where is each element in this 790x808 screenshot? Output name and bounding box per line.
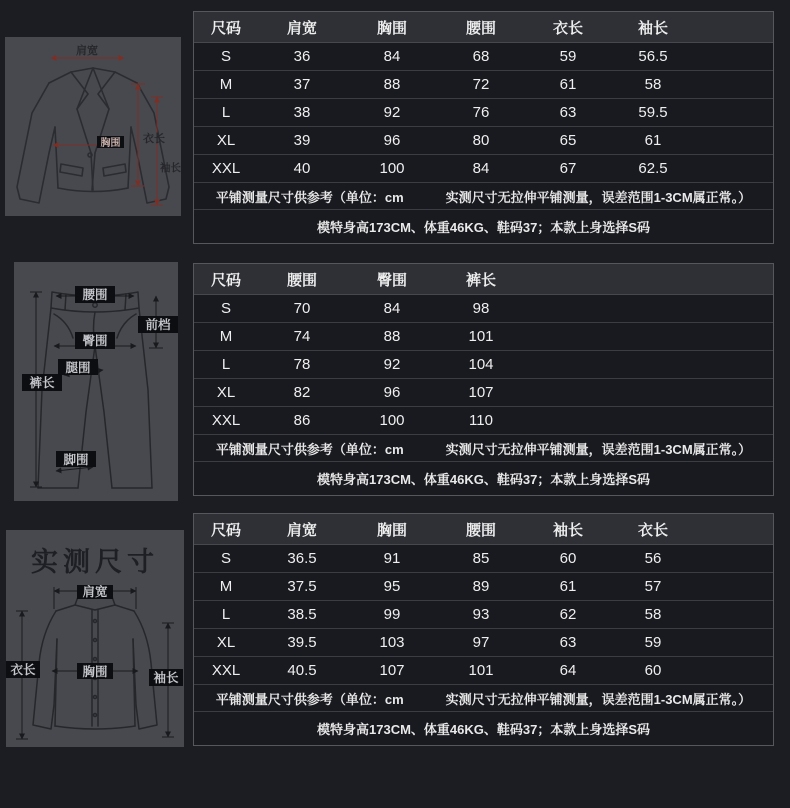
measure-note-left: 平铺测量尺寸供参考（单位：cm <box>215 691 404 707</box>
value-cell: 84 <box>472 160 490 177</box>
value-cell: 59 <box>559 48 577 65</box>
size-cell: XXL <box>211 662 241 679</box>
value-cell: 40 <box>293 160 311 177</box>
size-cell: S <box>220 300 231 317</box>
value-cell: 36.5 <box>287 550 317 567</box>
value-cell: 107 <box>468 384 494 401</box>
table-row <box>194 379 773 407</box>
leg-opening-label: 脚围 <box>63 453 89 467</box>
value-cell: 58 <box>644 76 662 93</box>
size-cell: L <box>221 356 231 373</box>
shirt-bust-label: 胸围 <box>82 665 108 679</box>
size-cell: S <box>220 48 231 65</box>
table-row <box>194 657 773 685</box>
value-cell: 40.5 <box>287 662 317 679</box>
value-cell: 62.5 <box>638 160 668 177</box>
shirt-diagram <box>6 530 184 747</box>
table-row <box>194 127 773 155</box>
value-cell: 63 <box>559 634 577 651</box>
value-cell: 37.5 <box>287 578 317 595</box>
value-cell: 60 <box>644 662 662 679</box>
value-cell: 97 <box>472 634 490 651</box>
shirt-outline <box>33 591 157 729</box>
value-cell: 70 <box>293 300 311 317</box>
value-cell: 100 <box>379 412 405 429</box>
column-header: 衣长 <box>637 521 668 539</box>
value-cell: 76 <box>472 104 490 121</box>
table-header-row <box>194 264 773 295</box>
value-cell: 96 <box>383 132 401 149</box>
model-note-row: 模特身高173CM、体重46KG、鞋码37；本款上身选择S码 <box>317 722 650 737</box>
value-cell: 72 <box>472 76 490 93</box>
value-cell: 100 <box>379 160 405 177</box>
model-note-row: 模特身高173CM、体重46KG、鞋码37；本款上身选择S码 <box>317 220 650 235</box>
measure-note-right: 实测尺寸无拉伸平铺测量，误差范围1-3CM属正常。） <box>445 189 752 205</box>
value-cell: 74 <box>293 328 311 345</box>
table-header-row <box>194 12 773 43</box>
size-cell: XXL <box>211 412 241 429</box>
value-cell: 59.5 <box>638 104 668 121</box>
table-row <box>194 43 773 71</box>
column-header: 尺码 <box>210 521 241 539</box>
value-cell: 37 <box>293 76 311 93</box>
column-header: 胸围 <box>376 521 407 539</box>
table-row <box>194 71 773 99</box>
size-cell: M <box>219 76 233 93</box>
pants-length-label: 裤长 <box>29 376 55 390</box>
value-cell: 92 <box>383 356 401 373</box>
pants-drawing <box>14 262 178 501</box>
pants-size-table <box>193 263 774 496</box>
value-cell: 61 <box>559 578 577 595</box>
value-cell: 61 <box>559 76 577 93</box>
measure-note-left: 平铺测量尺寸供参考（单位：cm <box>215 189 404 205</box>
value-cell: 88 <box>383 76 401 93</box>
jacket-diagram <box>5 37 181 216</box>
jacket-shoulder-label: 肩宽 <box>76 45 98 57</box>
column-header: 衣长 <box>552 19 583 37</box>
value-cell: 38 <box>293 104 311 121</box>
table-header-row <box>194 514 773 545</box>
hip-label: 臀围 <box>82 334 108 348</box>
value-cell: 84 <box>383 48 401 65</box>
model-note-row: 模特身高173CM、体重46KG、鞋码37；本款上身选择S码 <box>317 472 650 487</box>
column-header: 臀围 <box>376 271 407 289</box>
value-cell: 59 <box>644 634 662 651</box>
jacket-length-label: 衣长 <box>143 133 165 145</box>
value-cell: 60 <box>559 550 577 567</box>
column-header: 腰围 <box>465 19 496 37</box>
value-cell: 68 <box>472 48 490 65</box>
value-cell: 39 <box>293 132 311 149</box>
shirt-drawing <box>6 585 184 747</box>
measure-note-right: 实测尺寸无拉伸平铺测量，误差范围1-3CM属正常。） <box>445 691 752 707</box>
size-cell: XL <box>216 132 236 149</box>
size-cell: XL <box>216 634 236 651</box>
jacket-size-table <box>193 11 774 244</box>
table-row <box>194 323 773 351</box>
table-row <box>194 155 773 183</box>
column-header: 肩宽 <box>286 19 317 37</box>
column-header: 腰围 <box>286 271 317 289</box>
value-cell: 84 <box>383 300 401 317</box>
measure-note-row <box>194 183 773 210</box>
measure-note-right: 实测尺寸无拉伸平铺测量，误差范围1-3CM属正常。） <box>445 441 752 457</box>
value-cell: 57 <box>644 578 662 595</box>
value-cell: 56.5 <box>638 48 668 65</box>
value-cell: 96 <box>383 384 401 401</box>
value-cell: 58 <box>644 606 662 623</box>
shirt-length-label: 衣长 <box>10 663 36 677</box>
value-cell: 98 <box>472 300 490 317</box>
size-cell: S <box>220 550 231 567</box>
table-row <box>194 351 773 379</box>
table-row <box>194 407 773 435</box>
jacket-bust-label: 胸围 <box>100 138 121 149</box>
column-header: 尺码 <box>210 19 241 37</box>
size-cell: M <box>219 328 233 345</box>
size-cell: L <box>221 606 231 623</box>
value-cell: 88 <box>383 328 401 345</box>
value-cell: 86 <box>293 412 311 429</box>
shirt-shoulder-label: 肩宽 <box>82 585 108 599</box>
table-row <box>194 601 773 629</box>
value-cell: 101 <box>468 662 494 679</box>
value-cell: 103 <box>379 634 405 651</box>
value-cell: 92 <box>383 104 401 121</box>
value-cell: 64 <box>559 662 577 679</box>
measure-note-row <box>194 685 773 712</box>
front-rise-label: 前档 <box>145 318 171 332</box>
value-cell: 65 <box>559 132 577 149</box>
size-cell: XL <box>216 384 236 401</box>
column-header: 裤长 <box>465 271 496 289</box>
value-cell: 78 <box>293 356 311 373</box>
value-cell: 38.5 <box>287 606 317 623</box>
table-row <box>194 629 773 657</box>
actual-size-title: 实测尺寸 <box>31 547 159 577</box>
thigh-label: 腿围 <box>65 361 91 375</box>
table-row <box>194 573 773 601</box>
value-cell: 95 <box>383 578 401 595</box>
measure-note-left: 平铺测量尺寸供参考（单位：cm <box>215 441 404 457</box>
value-cell: 63 <box>559 104 577 121</box>
measure-note-row <box>194 435 773 462</box>
shirt-size-table <box>193 513 774 746</box>
column-header: 肩宽 <box>286 521 317 539</box>
table-row <box>194 545 773 573</box>
value-cell: 62 <box>559 606 577 623</box>
column-header: 尺码 <box>210 271 241 289</box>
value-cell: 101 <box>468 328 494 345</box>
value-cell: 80 <box>472 132 490 149</box>
leg-opening-arrow <box>56 467 93 471</box>
table-row <box>194 295 773 323</box>
value-cell: 89 <box>472 578 490 595</box>
value-cell: 93 <box>472 606 490 623</box>
waist-label: 腰围 <box>82 288 108 302</box>
size-cell: M <box>219 578 233 595</box>
column-header: 袖长 <box>637 19 668 37</box>
value-cell: 36 <box>293 48 311 65</box>
value-cell: 99 <box>383 606 401 623</box>
value-cell: 104 <box>468 356 494 373</box>
pants-diagram <box>14 262 178 501</box>
value-cell: 82 <box>293 384 311 401</box>
value-cell: 56 <box>644 550 662 567</box>
value-cell: 85 <box>472 550 490 567</box>
shirt-sleeve-label: 袖长 <box>153 671 179 685</box>
size-cell: XXL <box>211 160 241 177</box>
jacket-sleeve-label: 袖长 <box>160 162 181 174</box>
value-cell: 107 <box>379 662 405 679</box>
value-cell: 67 <box>559 160 577 177</box>
value-cell: 110 <box>469 412 493 429</box>
column-header: 胸围 <box>376 19 407 37</box>
column-header: 袖长 <box>552 521 583 539</box>
value-cell: 91 <box>383 550 401 567</box>
column-header: 腰围 <box>465 521 496 539</box>
size-cell: L <box>221 104 231 121</box>
table-row <box>194 99 773 127</box>
value-cell: 61 <box>644 132 662 149</box>
jacket-drawing <box>5 37 181 216</box>
value-cell: 39.5 <box>287 634 317 651</box>
